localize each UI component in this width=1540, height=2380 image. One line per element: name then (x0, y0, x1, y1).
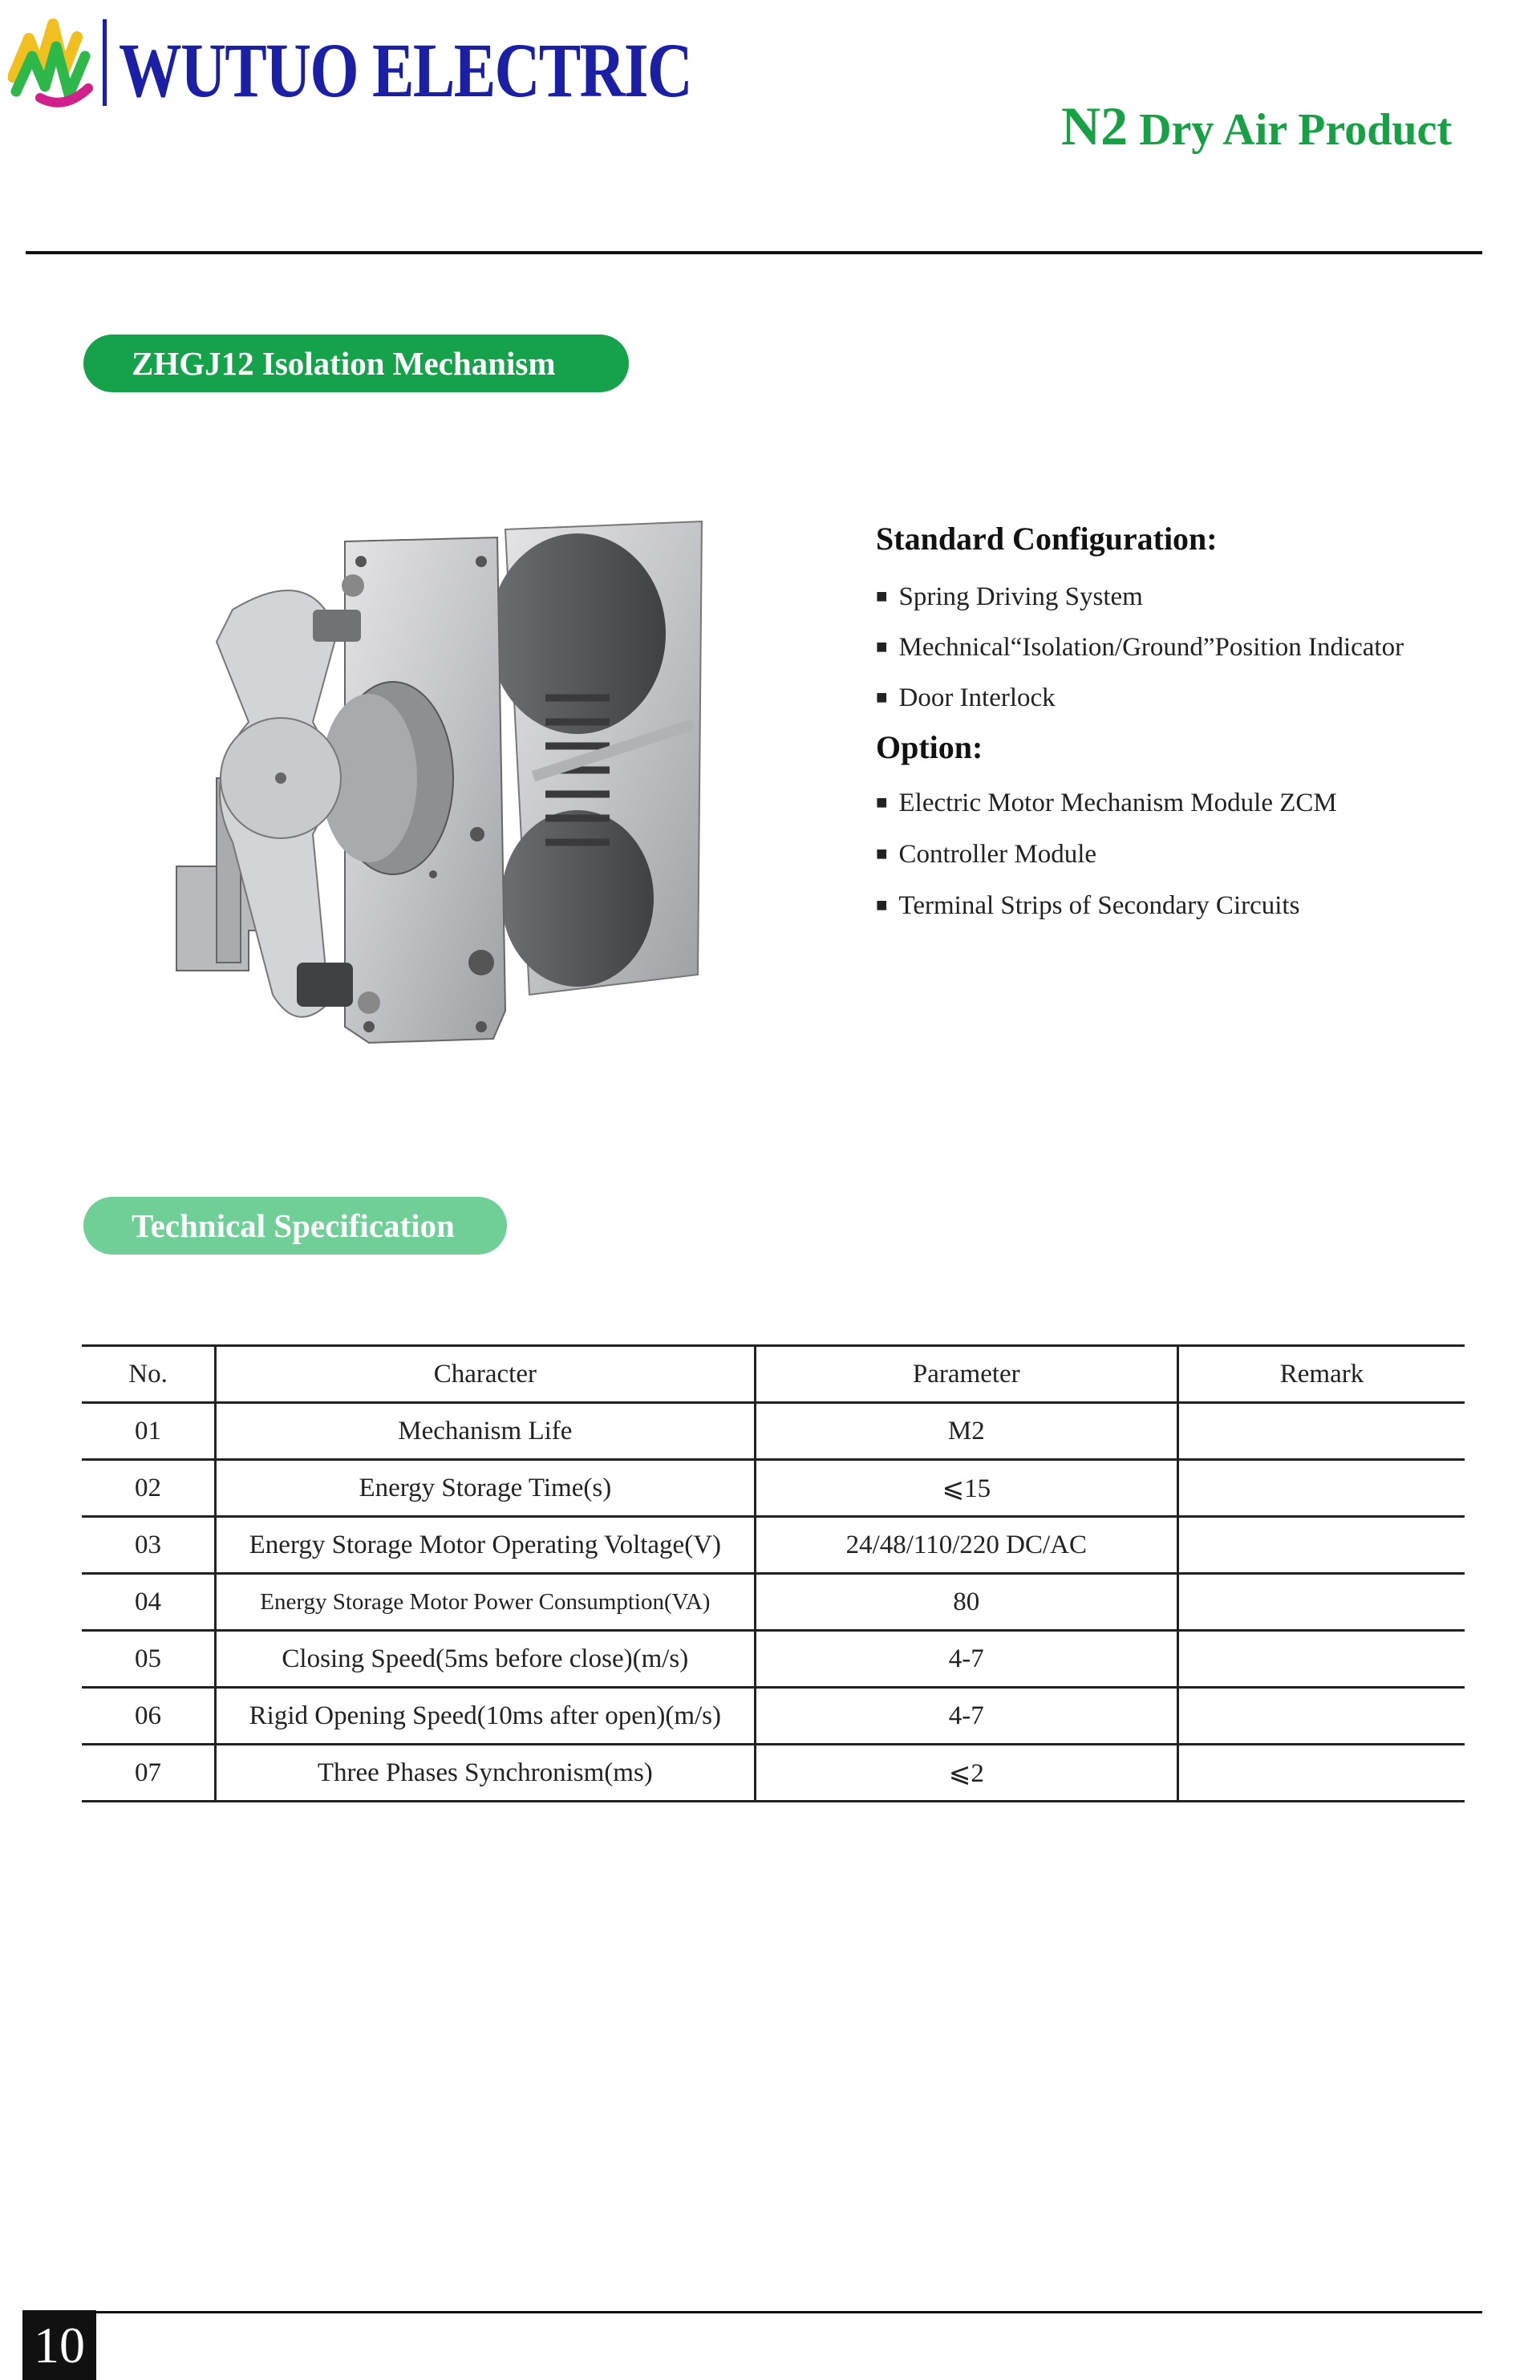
table-header-row (82, 1346, 1465, 1403)
table-row (82, 1688, 1465, 1745)
table-row (82, 1403, 1465, 1460)
option-list (876, 777, 1502, 931)
cell-character: Energy Storage Motor Power Consumption(VA) (216, 1574, 756, 1631)
cell-parameter: 4-7 (755, 1631, 1177, 1688)
standard-config-heading: Standard Configuration: (876, 521, 1218, 557)
list-item: ■ Terminal Strips of Secondary Circuits (876, 880, 1502, 931)
cell-character: Three Phases Synchronism(ms) (216, 1745, 756, 1802)
cell-remark (1177, 1688, 1465, 1745)
cell-parameter: ⩽15 (755, 1460, 1177, 1517)
cell-character: Energy Storage Motor Operating Voltage(V) (216, 1517, 756, 1574)
cell-parameter: M2 (755, 1403, 1177, 1460)
table-row (82, 1517, 1465, 1574)
header-character: Character (216, 1346, 756, 1403)
section-title-spec: Technical Specification (83, 1197, 507, 1255)
list-item: ■ Electric Motor Mechanism Module ZCM (876, 777, 1502, 829)
table-row (82, 1631, 1465, 1688)
cell-remark (1177, 1517, 1465, 1574)
cell-no: 06 (82, 1688, 216, 1745)
product-title-text: Dry Air Product (1128, 105, 1452, 155)
cell-no: 01 (82, 1403, 216, 1460)
table-row (82, 1574, 1465, 1631)
cell-character: Energy Storage Time(s) (216, 1460, 756, 1517)
product-title-code: N2 (1060, 95, 1129, 156)
header-parameter: Parameter (755, 1346, 1177, 1403)
spec-table (82, 1344, 1465, 1802)
list-item: ■ Door Interlock (876, 673, 1502, 724)
table-row (82, 1460, 1465, 1517)
cell-remark (1177, 1574, 1465, 1631)
brand-name: WUTUO ELECTRIC (119, 27, 692, 113)
brand-logo (8, 14, 692, 113)
cell-parameter: 4-7 (755, 1688, 1177, 1745)
cell-parameter: 24/48/110/220 DC/AC (755, 1517, 1177, 1574)
footer-divider (26, 2311, 1482, 2313)
cell-character: Closing Speed(5ms before close)(m/s) (216, 1631, 756, 1688)
wutuo-logo-icon (8, 14, 117, 111)
isolation-mechanism-photo (128, 513, 722, 1075)
cell-remark (1177, 1631, 1465, 1688)
cell-no: 04 (82, 1574, 216, 1631)
cell-character: Mechanism Life (216, 1403, 756, 1460)
cell-parameter: 80 (755, 1574, 1177, 1631)
cell-no: 03 (82, 1517, 216, 1574)
cell-remark (1177, 1745, 1465, 1802)
option-heading: Option: (876, 729, 983, 765)
header-no: No. (82, 1346, 216, 1403)
cell-remark (1177, 1403, 1465, 1460)
header-divider (26, 251, 1482, 254)
product-title (1061, 95, 1452, 158)
cell-remark (1177, 1460, 1465, 1517)
cell-character: Rigid Opening Speed(10ms after open)(m/s) (216, 1688, 756, 1745)
section-title-mechanism: ZHGJ12 Isolation Mechanism (83, 334, 629, 392)
list-item: ■ Mechnical“Isolation/Ground”Position Indicator (876, 622, 1502, 673)
cell-no: 07 (82, 1745, 216, 1802)
header-remark: Remark (1177, 1346, 1465, 1403)
list-item: ■ Spring Driving System (876, 572, 1502, 622)
cell-no: 02 (82, 1460, 216, 1517)
configuration-panel (876, 520, 1502, 931)
cell-parameter: ⩽2 (755, 1745, 1177, 1802)
cell-no: 05 (82, 1631, 216, 1688)
table-row (82, 1745, 1465, 1802)
page-number: 10 (22, 2310, 96, 2380)
list-item: ■ Controller Module (876, 829, 1502, 880)
standard-config-list (876, 572, 1502, 724)
